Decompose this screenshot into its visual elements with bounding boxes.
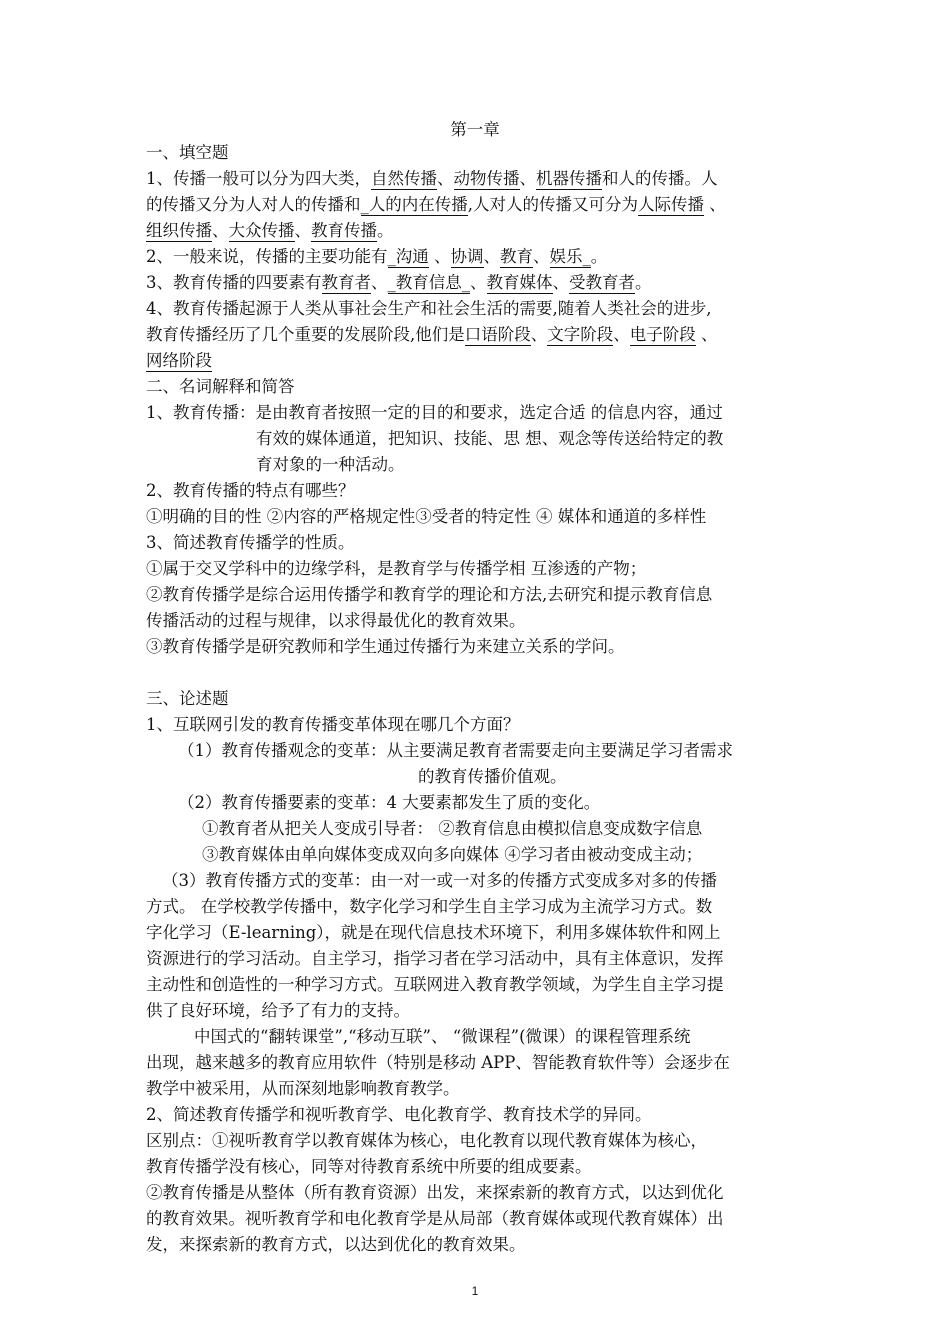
essay-q1-para4-line2: 出现，越来越多的教育应用软件（特别是移动 APP、智能教育软件等）会逐步在 [146, 1053, 730, 1072]
separator: 、 [212, 221, 229, 240]
def-q1-line2: 有效的媒体通道，把知识、技能、思 想、观念等传送给特定的教 [256, 429, 724, 448]
q3-answer-4: 受教育者 [569, 273, 635, 292]
essay-q1-point3-line4: 资源进行的学习活动。自主学习，指学习者在学习活动中，具有主体意识，发挥 [146, 949, 724, 968]
q4-line3 [146, 348, 212, 374]
q1-text: ,人对人的传播又可分为 [467, 195, 638, 214]
q2-answer-1: _沟通 [387, 247, 429, 266]
separator: 、 [704, 195, 726, 214]
q2-answer-3: 教育 [500, 247, 533, 266]
q4-answer-1: 口语阶段 [464, 325, 531, 344]
separator: 。 [590, 247, 608, 266]
essay-q2-answer-2-line2: 的教育效果。视听教育学和电化教育学是从局部（教育媒体或现代教育媒体）出 [146, 1209, 724, 1228]
q3-answer-3: 教育媒体 [486, 273, 553, 292]
def-q3: 3、简述教育传播学的性质。 [146, 533, 355, 552]
q1-answer-5: 人际传播 [638, 195, 704, 214]
separator: 、 [483, 247, 500, 266]
def-q1-line1: 1、教育传播：是由教育者按照一定的目的和要求，选定合适 的信息内容，通过 [146, 403, 723, 422]
q1-line2 [146, 192, 726, 218]
separator: 、 [428, 247, 451, 266]
q1-answer-6: 组织传播 [146, 221, 212, 240]
q1-text: 和人的传播。人 [602, 169, 718, 188]
essay-q2-answer-1-line2: 教育传播学没有核心，同等对待教育系统中所要的组成要素。 [146, 1157, 592, 1176]
essay-q1-point2-a: ①教育者从把关人变成引导者： ②教育信息由模拟信息变成数字信息 [202, 819, 703, 838]
q4-line1: 4、教育传播起源于人类从事社会生产和社会生活的需要,随着人类社会的进步, [146, 299, 712, 318]
separator: 、 [552, 273, 569, 292]
separator: 、 [519, 169, 536, 188]
separator: 、 [530, 325, 548, 344]
q3-answer-2: _教育信息_ [387, 273, 470, 292]
q4-answer-3: 电子阶段 [629, 325, 696, 344]
def-q3-answer-2-line2: 传播活动的过程与规律，以求得最优化的教育效果。 [146, 611, 526, 630]
essay-q1-point1-line2: 的教育传播价值观。 [418, 767, 567, 786]
q4-answer-4: 网络阶段 [146, 351, 212, 370]
separator: 。 [635, 273, 652, 292]
separator: 、 [294, 221, 311, 240]
q2-line [146, 244, 607, 270]
q1-text: 1、传播一般可以分为四大类， [146, 169, 371, 188]
separator: 、 [437, 169, 454, 188]
q1-answer-8: 教育传播 [311, 221, 377, 240]
essay-q2-answer-1-line1: 区别点：①视听教育学以教育媒体为核心，电化教育以现代教育媒体为核心， [146, 1131, 707, 1150]
def-q2-answer: ①明确的目的性 ②内容的严格规定性③受者的特定性 ④ 媒体和通道的多样性 [146, 507, 707, 526]
q1-answer-1: 自然传播 [371, 169, 437, 188]
section-heading-fill-blank: 一、填空题 [146, 143, 229, 162]
def-q2: 2、教育传播的特点有哪些？ [146, 481, 355, 500]
essay-q1-point3-line1: （3）教育传播方式的变革：由一对一或一对多的传播方式变成多对多的传播 [162, 871, 717, 890]
def-q1-line3: 育对象的一种活动。 [256, 455, 405, 474]
q3-text: 3、教育传播的四要素有 [146, 273, 322, 292]
essay-q1-point3-line5: 主动性和创造性的一种学习方式。互联网进入教育教学领域，为学生自主学习提 [146, 975, 724, 994]
q1-text: 的传播又分为人对人的传播和 [146, 195, 361, 214]
q3-line [146, 270, 652, 296]
separator: 、 [533, 247, 550, 266]
essay-q1-point2: （2）教育传播要素的变革：4 大要素都发生了质的变化。 [178, 793, 601, 812]
essay-q1-para4-line1: 中国式的“翻转课堂”,“移动互联”、 “微课程”(微课）的课程管理系统 [194, 1027, 691, 1046]
page-number: 1 [471, 1284, 479, 1298]
essay-q1-point3-line2: 方式。 在学校教学传播中，数字化学习和学生自主学习成为主流学习方式。数 [146, 897, 713, 916]
q2-text: 2、一般来说，传播的主要功能有 [146, 247, 388, 266]
separator: 、 [695, 325, 718, 344]
essay-q1-para4-line3: 教学中被采用，从而深刻地影响教育教学。 [146, 1079, 460, 1098]
q1-line1 [146, 166, 718, 192]
separator: 。 [377, 221, 394, 240]
q4-text: 教育传播经历了几个重要的发展阶段,他们是 [146, 325, 465, 344]
separator: 、 [371, 273, 388, 292]
essay-q1-point2-b: ③教育媒体由单向媒体变成双向多向媒体 ④学习者由被动变成主动； [202, 845, 703, 864]
section-heading-essay: 三、论述题 [146, 689, 229, 708]
q1-answer-4: _人的内在传播 [360, 195, 468, 214]
separator: 、 [470, 273, 487, 292]
essay-q2-answer-2-line3: 发，来探索新的教育方式，以达到优化的教育效果。 [146, 1235, 526, 1254]
q2-answer-2: 协调 [450, 247, 484, 266]
def-q3-answer-1: ①属于交叉学科中的边缘学科，是教育学与传播学相 互渗透的产物； [146, 559, 647, 578]
chapter-title: 第一章 [450, 120, 500, 139]
essay-q1: 1、互联网引发的教育传播变革体现在哪几个方面？ [146, 715, 520, 734]
essay-q2: 2、简述教育传播学和视听教育学、电化教育学、教育技术学的异同。 [146, 1105, 652, 1124]
q1-answer-2: 动物传播 [453, 169, 520, 188]
essay-q1-point3-line6: 供了良好环境，给予了有力的支持。 [146, 1001, 410, 1020]
essay-q2-answer-2-line1: ②教育传播是从整体（所有教育资源）出发，来探索新的教育方式，以达到优化 [146, 1183, 724, 1202]
separator: 、 [613, 325, 630, 344]
def-q3-answer-3: ③教育传播学是研究教师和学生通过传播行为来建立关系的学问。 [146, 637, 625, 656]
q2-answer-4: 娱乐_ [549, 247, 591, 266]
q4-line2 [146, 322, 718, 348]
essay-q1-point1-line1: （1）教育传播观念的变革：从主要满足教育者需要走向主要满足学习者需求 [178, 741, 733, 760]
q1-answer-3: 机器传播 [536, 169, 602, 188]
q3-answer-1: 教育者 [321, 273, 371, 292]
section-heading-definitions: 二、名词解释和简答 [146, 377, 295, 396]
q1-answer-7: 大众传播 [228, 221, 295, 240]
q4-answer-2: 文字阶段 [547, 325, 614, 344]
q1-line3 [146, 218, 394, 244]
essay-q1-point3-line3: 字化学习（E-learning），就是在现代信息技术环境下，利用多媒体软件和网上 [146, 923, 721, 942]
def-q3-answer-2-line1: ②教育传播学是综合运用传播学和教育学的理论和方法,去研究和提示教育信息 [146, 585, 713, 604]
